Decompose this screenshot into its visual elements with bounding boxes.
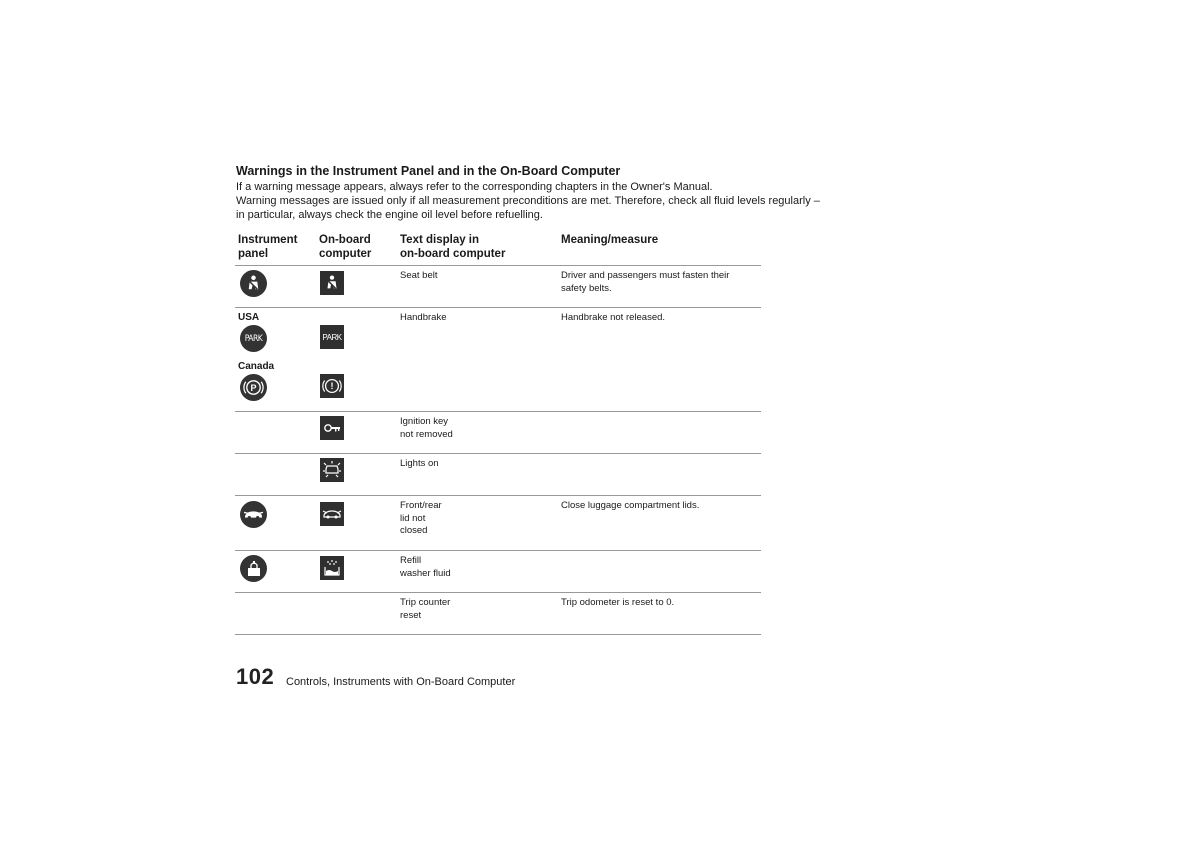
- text-line: Front/rear: [400, 500, 442, 511]
- car-lid-icon: [320, 502, 344, 526]
- intro-line: in particular, always check the engine oil level before refuelling.: [236, 209, 543, 221]
- intro-text: [236, 180, 836, 222]
- text-display-cell: [400, 500, 442, 538]
- excl-icon-text: !: [330, 381, 334, 391]
- meaning-cell: Trip odometer is reset to 0.: [561, 597, 675, 608]
- header-text: on-board computer: [400, 248, 506, 260]
- text-line: Ignition key: [400, 416, 449, 427]
- intro-line: If a warning message appears, always refer to the corresponding chapters in the Owner's Manual.: [236, 181, 713, 193]
- text-line: Trip counter: [400, 597, 451, 608]
- section-title: Controls, Instruments with On-Board Computer: [286, 676, 516, 688]
- meaning-line: Driver and passengers must fasten their: [561, 270, 730, 281]
- header-text: Meaning/measure: [561, 234, 659, 246]
- table-row: [235, 308, 761, 412]
- seat-belt-icon: [240, 270, 267, 297]
- header-meaning: [561, 233, 658, 247]
- page-heading: Warnings in the Instrument Panel and in the On-Board Computer: [236, 164, 621, 178]
- washer-fluid-icon: [320, 556, 344, 580]
- text-display-cell: [400, 555, 451, 580]
- table-row: [235, 266, 761, 308]
- header-text-display: [400, 233, 505, 261]
- meaning-line: safety belts.: [561, 282, 612, 294]
- park-icon-text: PARK: [322, 332, 342, 342]
- header-text: panel: [238, 248, 269, 260]
- washer-fluid-icon: [240, 555, 267, 582]
- header-text: On-board: [319, 234, 371, 246]
- ignition-key-icon: [320, 416, 344, 440]
- region-label-usa: USA: [238, 312, 260, 323]
- text-line: not removed: [400, 428, 453, 440]
- car-lid-icon: [240, 501, 267, 528]
- p-icon-text: P: [250, 382, 257, 393]
- text-display-cell: Seat belt: [400, 270, 438, 281]
- text-display-cell: [400, 597, 450, 622]
- text-line: closed: [400, 525, 428, 536]
- table-row: [235, 412, 761, 454]
- seat-belt-icon: [320, 271, 344, 295]
- brake-warning-icon: [320, 374, 344, 398]
- park-icon-text: PARK: [244, 333, 263, 344]
- text-display-cell: [400, 416, 453, 441]
- meaning-cell: Handbrake not released.: [561, 312, 666, 323]
- header-text: Instrument: [238, 234, 298, 246]
- table-row: [235, 551, 761, 593]
- region-label-canada: Canada: [238, 361, 275, 372]
- text-line: lid not: [400, 512, 426, 524]
- park-brake-icon: [240, 325, 267, 352]
- text-line: reset: [400, 609, 422, 621]
- lights-icon: [320, 458, 344, 482]
- page-number: 102: [236, 664, 275, 689]
- header-on-board-computer: [319, 233, 371, 261]
- text-line: Refill: [400, 555, 422, 566]
- table-header: [235, 233, 761, 266]
- intro-line: Warning messages are issued only if all measurement preconditions are met. Therefore, check all fluid levels regularly –: [236, 195, 820, 207]
- table-row: [235, 593, 761, 635]
- table-row: [235, 454, 761, 496]
- text-line: washer fluid: [400, 567, 451, 579]
- table-row: [235, 496, 761, 551]
- text-display-cell: Handbrake: [400, 312, 447, 323]
- header-text: Text display in: [400, 234, 480, 246]
- meaning-cell: Close luggage compartment lids.: [561, 500, 700, 511]
- text-display-cell: Lights on: [400, 458, 439, 469]
- park-brake-icon: [320, 325, 344, 349]
- header-instrument-panel: [238, 233, 297, 261]
- meaning-cell: [561, 270, 729, 295]
- warnings-table: [235, 233, 761, 635]
- header-text: computer: [319, 248, 372, 260]
- brake-p-icon: [240, 374, 267, 401]
